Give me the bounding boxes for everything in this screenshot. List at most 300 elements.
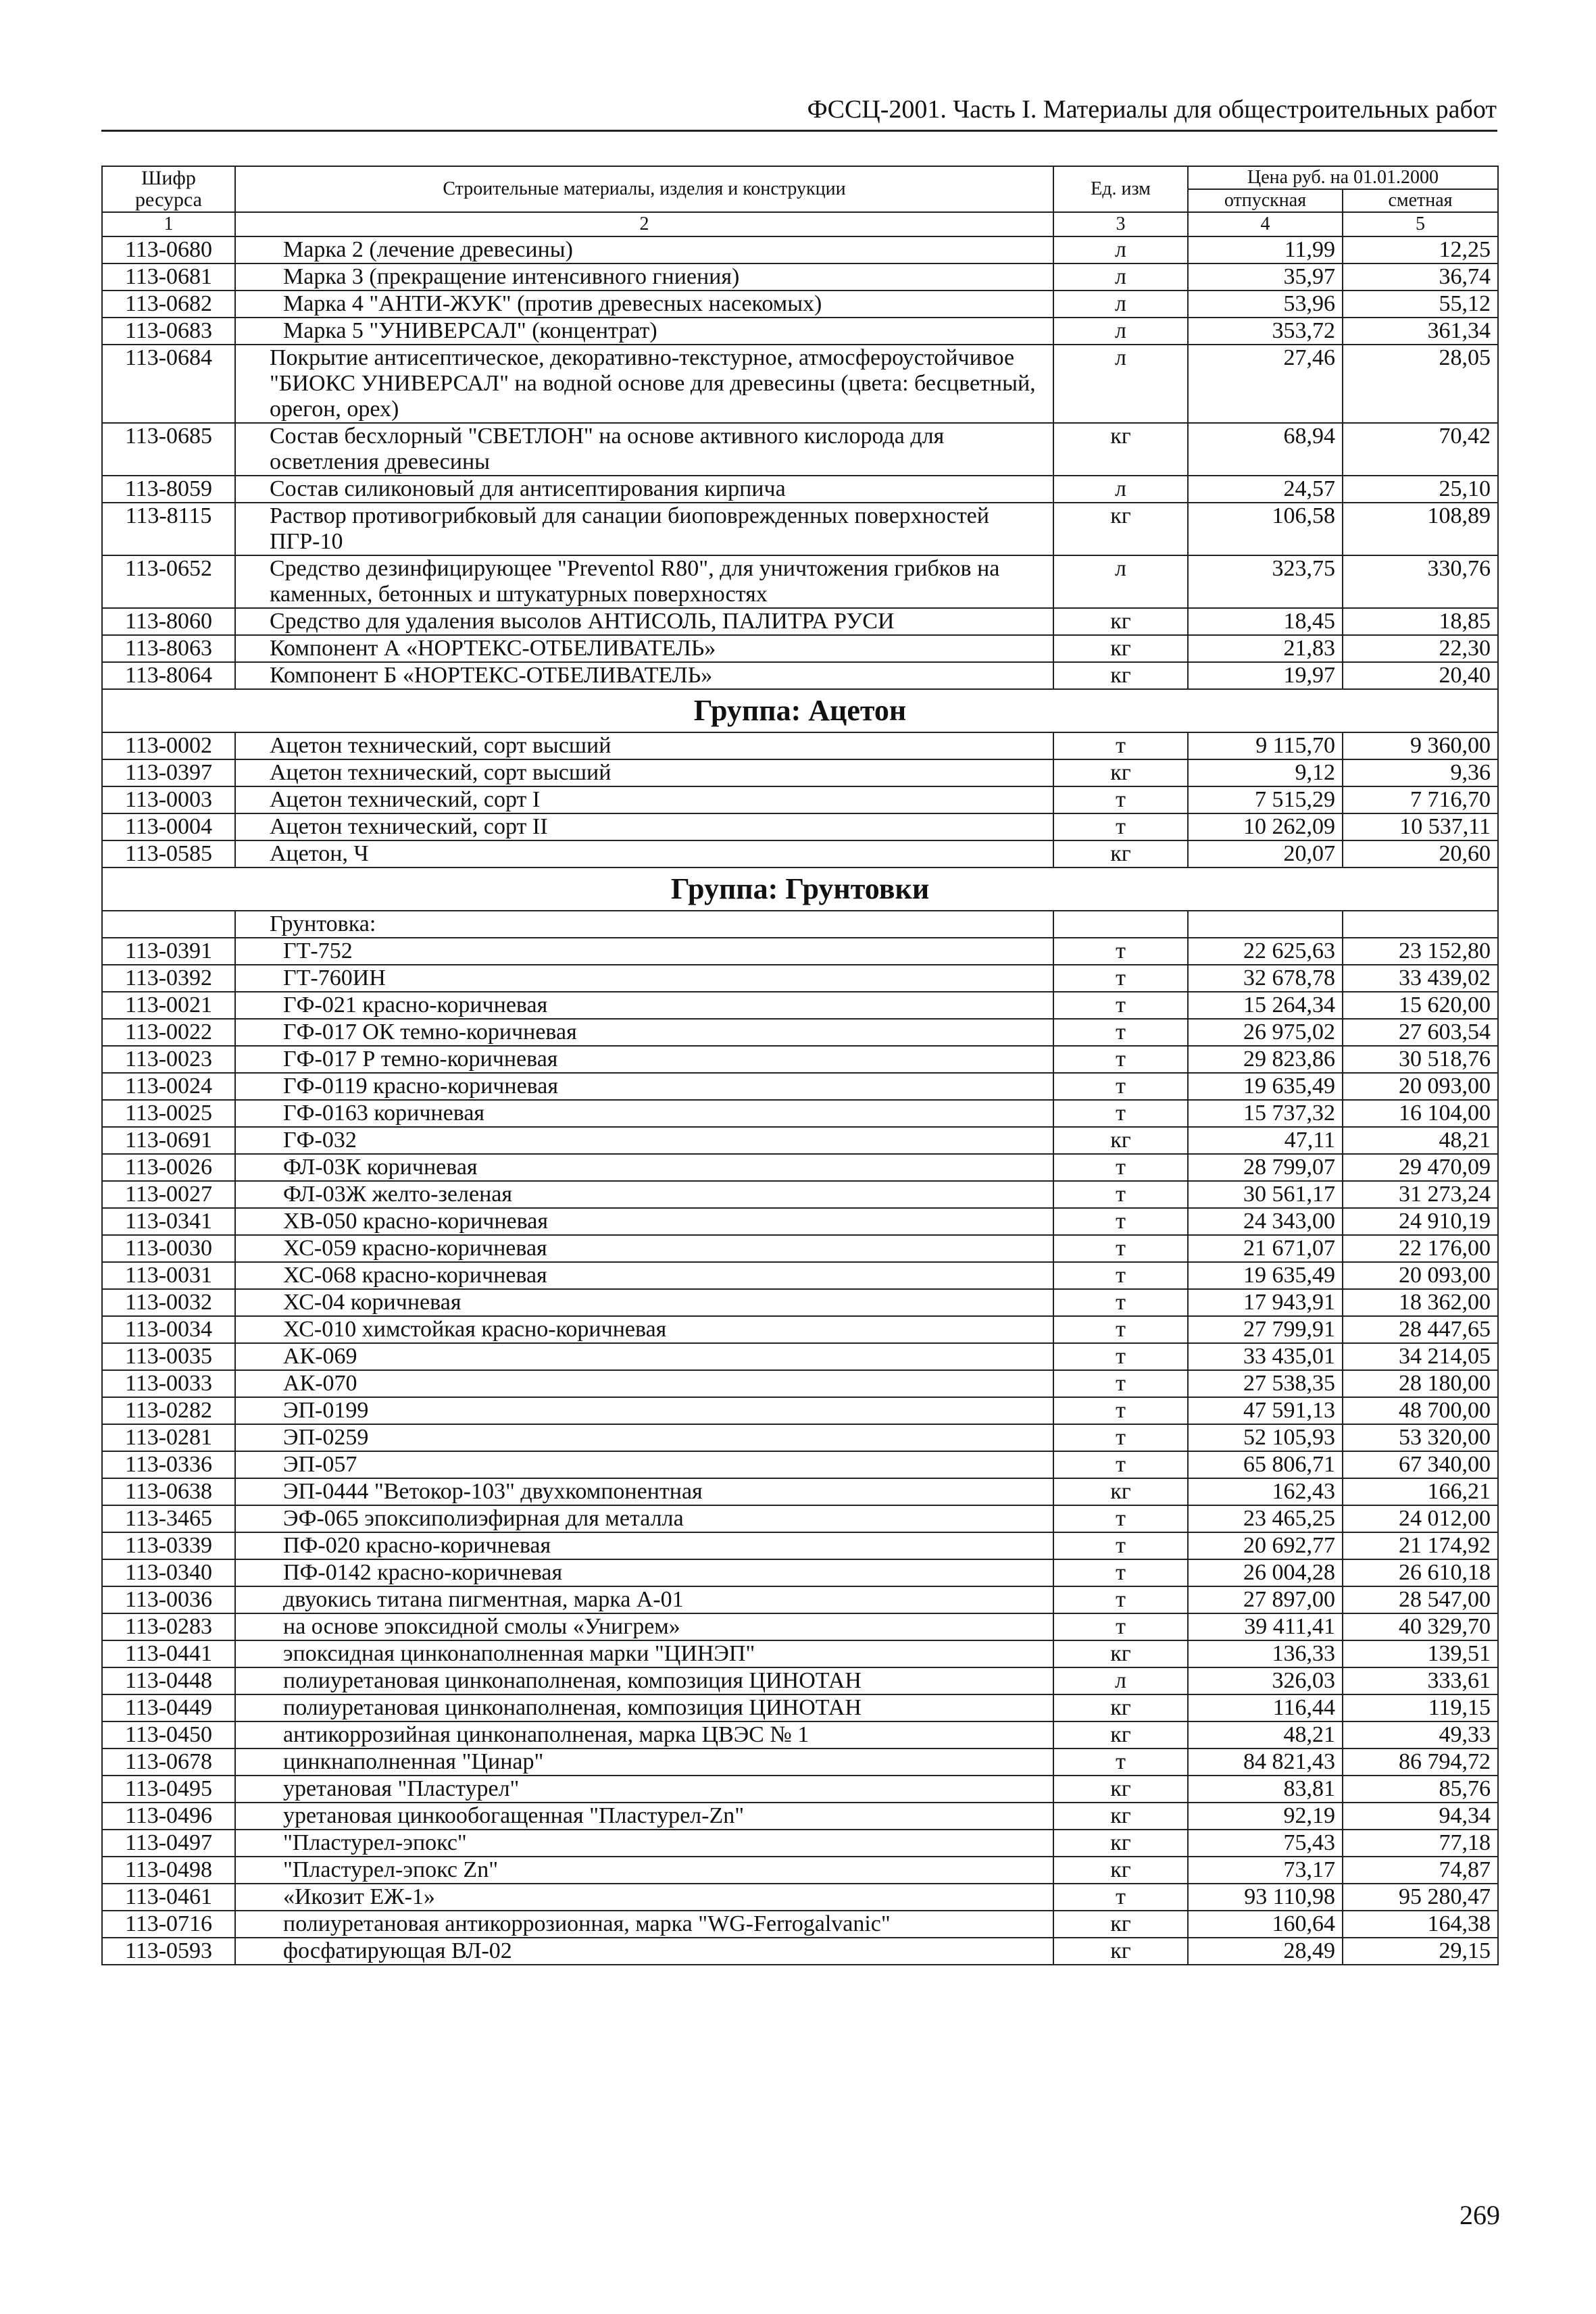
table-row: [102, 662, 1498, 689]
cell-estimate-price: [1343, 911, 1498, 938]
cell-estimate-price: 85,76: [1343, 1776, 1498, 1803]
cell-code: 113-0336: [102, 1451, 235, 1478]
cell-code: 113-0497: [102, 1830, 235, 1857]
cell-name: ХВ-050 красно-коричневая: [235, 1208, 1053, 1235]
cell-release-price: 19 635,49: [1188, 1262, 1343, 1289]
cell-code: 113-0680: [102, 236, 235, 263]
cell-name: антикоррозийная цинконаполненая, марка ЦВЭС № 1: [235, 1721, 1053, 1749]
table-row: [102, 1343, 1498, 1370]
document-header: ФССЦ-2001. Часть I. Материалы для общестроительных работ: [807, 95, 1497, 124]
table-row: [102, 1073, 1498, 1100]
cell-estimate-price: 361,34: [1343, 318, 1498, 345]
cell-release-price: 27 538,35: [1188, 1370, 1343, 1397]
cell-name: Средство для удаления высолов АНТИСОЛЬ, ПАЛИТРА РУСИ: [235, 608, 1053, 635]
cell-unit: т: [1053, 1532, 1188, 1559]
cell-code: [102, 911, 235, 938]
cell-unit: кг: [1053, 1911, 1188, 1938]
cell-estimate-price: 20,40: [1343, 662, 1498, 689]
cell-unit: т: [1053, 1451, 1188, 1478]
cell-unit: т: [1053, 1505, 1188, 1532]
table-body: [102, 236, 1498, 1965]
cell-code: 113-0002: [102, 732, 235, 759]
cell-unit: т: [1053, 1154, 1188, 1181]
table-row: [102, 1397, 1498, 1424]
table-row: [102, 423, 1498, 476]
cell-unit: т: [1053, 1586, 1188, 1613]
cell-unit: л: [1053, 345, 1188, 423]
cell-name: ГФ-021 красно-коричневая: [235, 992, 1053, 1019]
table-head: [102, 166, 1498, 236]
cell-name: ГФ-0119 красно-коричневая: [235, 1073, 1053, 1100]
cell-name: Марка 4 "АНТИ-ЖУК" (против древесных насекомых): [235, 291, 1053, 318]
cell-name: Марка 5 "УНИВЕРСАЛ" (концентрат): [235, 318, 1053, 345]
cell-estimate-price: 48,21: [1343, 1127, 1498, 1154]
cell-release-price: 116,44: [1188, 1694, 1343, 1721]
cell-name: ЭП-0259: [235, 1424, 1053, 1451]
cell-code: 113-0585: [102, 840, 235, 867]
cell-code: 113-0691: [102, 1127, 235, 1154]
table-row: [102, 1478, 1498, 1505]
cell-release-price: 20 692,77: [1188, 1532, 1343, 1559]
cell-unit: кг: [1053, 635, 1188, 662]
table-row: [102, 1100, 1498, 1127]
table-row: [102, 1749, 1498, 1776]
table-row: [102, 236, 1498, 263]
cell-code: 113-8064: [102, 662, 235, 689]
cell-name: ГТ-752: [235, 938, 1053, 965]
cell-name: цинкнаполненная "Цинар": [235, 1749, 1053, 1776]
cell-unit: л: [1053, 263, 1188, 291]
cell-unit: кг: [1053, 1830, 1188, 1857]
cell-name: полиуретановая цинконаполненая, композиция ЦИНОТАН: [235, 1694, 1053, 1721]
cell-name: ГФ-0163 коричневая: [235, 1100, 1053, 1127]
cell-unit: т: [1053, 1181, 1188, 1208]
cell-code: 113-0340: [102, 1559, 235, 1586]
cell-code: 113-0678: [102, 1749, 235, 1776]
cell-name: ХС-068 красно-коричневая: [235, 1262, 1053, 1289]
cell-unit: кг: [1053, 1127, 1188, 1154]
cell-name: двуокись титана пигментная, марка А-01: [235, 1586, 1053, 1613]
cell-unit: т: [1053, 1613, 1188, 1640]
cell-code: 113-0341: [102, 1208, 235, 1235]
header-row-1: [102, 166, 1498, 189]
cell-unit: кг: [1053, 608, 1188, 635]
cell-release-price: 75,43: [1188, 1830, 1343, 1857]
cell-release-price: 22 625,63: [1188, 938, 1343, 965]
table-row: [102, 1830, 1498, 1857]
price-table-wrapper: [101, 166, 1497, 1965]
cell-estimate-price: 24 012,00: [1343, 1505, 1498, 1532]
cell-name: ХС-059 красно-коричневая: [235, 1235, 1053, 1262]
cell-release-price: 33 435,01: [1188, 1343, 1343, 1370]
cell-unit: [1053, 911, 1188, 938]
cell-code: 113-0036: [102, 1586, 235, 1613]
column-number: 3: [1053, 212, 1188, 236]
cell-release-price: 27 897,00: [1188, 1586, 1343, 1613]
cell-release-price: 21,83: [1188, 635, 1343, 662]
cell-estimate-price: 108,89: [1343, 503, 1498, 555]
cell-estimate-price: 23 152,80: [1343, 938, 1498, 965]
cell-estimate-price: 36,74: [1343, 263, 1498, 291]
cell-name: «Икозит ЕЖ-1»: [235, 1884, 1053, 1911]
cell-name: Марка 3 (прекращение интенсивного гниения): [235, 263, 1053, 291]
cell-release-price: 93 110,98: [1188, 1884, 1343, 1911]
table-row: [102, 1235, 1498, 1262]
cell-name: Ацетон технический, сорт I: [235, 786, 1053, 813]
cell-unit: т: [1053, 1749, 1188, 1776]
table-row: [102, 1694, 1498, 1721]
cell-name: Компонент А «НОРТЕКС-ОТБЕЛИВАТЕЛЬ»: [235, 635, 1053, 662]
table-row: [102, 732, 1498, 759]
col-header-name: Строительные материалы, изделия и конструкции: [235, 166, 1053, 212]
cell-release-price: 24 343,00: [1188, 1208, 1343, 1235]
cell-release-price: 35,97: [1188, 263, 1343, 291]
table-row: [102, 1803, 1498, 1830]
col-header-estimate-price: сметная: [1343, 189, 1498, 212]
cell-estimate-price: 9,36: [1343, 759, 1498, 786]
cell-unit: кг: [1053, 1857, 1188, 1884]
cell-estimate-price: 9 360,00: [1343, 732, 1498, 759]
header-rule: [101, 130, 1497, 132]
cell-name: ФЛ-03Ж желто-зеленая: [235, 1181, 1053, 1208]
cell-estimate-price: 34 214,05: [1343, 1343, 1498, 1370]
cell-code: 113-0004: [102, 813, 235, 840]
group-title: Группа: Грунтовки: [102, 867, 1498, 911]
cell-unit: т: [1053, 992, 1188, 1019]
cell-estimate-price: 74,87: [1343, 1857, 1498, 1884]
cell-estimate-price: 29 470,09: [1343, 1154, 1498, 1181]
table-row: [102, 1586, 1498, 1613]
table-row: [102, 1370, 1498, 1397]
table-row: [102, 786, 1498, 813]
cell-unit: т: [1053, 1316, 1188, 1343]
cell-estimate-price: 28 447,65: [1343, 1316, 1498, 1343]
cell-release-price: 19 635,49: [1188, 1073, 1343, 1100]
cell-unit: кг: [1053, 1721, 1188, 1749]
subgroup-title: Грунтовка:: [235, 911, 1053, 938]
cell-release-price: 73,17: [1188, 1857, 1343, 1884]
table-row: [102, 1532, 1498, 1559]
cell-release-price: 32 678,78: [1188, 965, 1343, 992]
cell-estimate-price: 22 176,00: [1343, 1235, 1498, 1262]
cell-unit: т: [1053, 732, 1188, 759]
cell-release-price: 20,07: [1188, 840, 1343, 867]
table-row: [102, 840, 1498, 867]
cell-estimate-price: 166,21: [1343, 1478, 1498, 1505]
cell-name: Компонент Б «НОРТЕКС-ОТБЕЛИВАТЕЛЬ»: [235, 662, 1053, 689]
cell-estimate-price: 28,05: [1343, 345, 1498, 423]
cell-code: 113-8059: [102, 476, 235, 503]
cell-estimate-price: 25,10: [1343, 476, 1498, 503]
cell-release-price: 26 975,02: [1188, 1019, 1343, 1046]
table-row: [102, 938, 1498, 965]
table-row: [102, 759, 1498, 786]
col-header-release-price: отпускная: [1188, 189, 1343, 212]
table-row: [102, 1938, 1498, 1965]
cell-name: ХС-04 коричневая: [235, 1289, 1053, 1316]
cell-unit: кг: [1053, 1938, 1188, 1965]
cell-release-price: 11,99: [1188, 236, 1343, 263]
table-row: [102, 1451, 1498, 1478]
table-row: [102, 1289, 1498, 1316]
page-number: 269: [1460, 2200, 1500, 2230]
cell-code: 113-0025: [102, 1100, 235, 1127]
cell-release-price: 68,94: [1188, 423, 1343, 476]
cell-release-price: 28 799,07: [1188, 1154, 1343, 1181]
cell-estimate-price: 33 439,02: [1343, 965, 1498, 992]
cell-release-price: 23 465,25: [1188, 1505, 1343, 1532]
table-row: [102, 1559, 1498, 1586]
cell-code: 113-0682: [102, 291, 235, 318]
cell-name: ЭП-057: [235, 1451, 1053, 1478]
cell-release-price: 24,57: [1188, 476, 1343, 503]
cell-release-price: 47 591,13: [1188, 1397, 1343, 1424]
table-row: [102, 1019, 1498, 1046]
cell-unit: т: [1053, 786, 1188, 813]
cell-estimate-price: 21 174,92: [1343, 1532, 1498, 1559]
cell-name: ЭП-0199: [235, 1397, 1053, 1424]
cell-name: Ацетон, Ч: [235, 840, 1053, 867]
cell-unit: л: [1053, 291, 1188, 318]
cell-code: 113-0021: [102, 992, 235, 1019]
cell-name: полиуретановая цинконаполненая, композиция ЦИНОТАН: [235, 1667, 1053, 1694]
table-row: [102, 1181, 1498, 1208]
cell-unit: л: [1053, 318, 1188, 345]
cell-release-price: 27,46: [1188, 345, 1343, 423]
cell-code: 113-0681: [102, 263, 235, 291]
cell-release-price: 15 737,32: [1188, 1100, 1343, 1127]
cell-code: 113-0449: [102, 1694, 235, 1721]
cell-name: ГТ-760ИН: [235, 965, 1053, 992]
cell-release-price: 65 806,71: [1188, 1451, 1343, 1478]
col-header-code: Шифр ресурса: [102, 166, 235, 212]
cell-name: ЭФ-065 эпоксиполиэфирная для металла: [235, 1505, 1053, 1532]
cell-unit: т: [1053, 1262, 1188, 1289]
cell-estimate-price: 53 320,00: [1343, 1424, 1498, 1451]
cell-code: 113-0683: [102, 318, 235, 345]
table-row: [102, 1857, 1498, 1884]
cell-unit: т: [1053, 1100, 1188, 1127]
cell-release-price: 48,21: [1188, 1721, 1343, 1749]
cell-estimate-price: 48 700,00: [1343, 1397, 1498, 1424]
cell-code: 113-0496: [102, 1803, 235, 1830]
cell-code: 113-0026: [102, 1154, 235, 1181]
cell-name: на основе эпоксидной смолы «Унигрем»: [235, 1613, 1053, 1640]
cell-code: 113-0024: [102, 1073, 235, 1100]
cell-release-price: 15 264,34: [1188, 992, 1343, 1019]
cell-estimate-price: 20,60: [1343, 840, 1498, 867]
cell-estimate-price: 119,15: [1343, 1694, 1498, 1721]
cell-name: ФЛ-03К коричневая: [235, 1154, 1053, 1181]
cell-estimate-price: 10 537,11: [1343, 813, 1498, 840]
table-row: [102, 263, 1498, 291]
cell-unit: кг: [1053, 662, 1188, 689]
cell-estimate-price: 30 518,76: [1343, 1046, 1498, 1073]
cell-estimate-price: 164,38: [1343, 1911, 1498, 1938]
cell-code: 113-0282: [102, 1397, 235, 1424]
cell-code: 113-0034: [102, 1316, 235, 1343]
table-row: [102, 345, 1498, 423]
table-row: [102, 1667, 1498, 1694]
cell-name: полиуретановая антикоррозионная, марка "WG-Ferrogalvanic": [235, 1911, 1053, 1938]
cell-release-price: 39 411,41: [1188, 1613, 1343, 1640]
cell-estimate-price: 27 603,54: [1343, 1019, 1498, 1046]
cell-code: 113-0461: [102, 1884, 235, 1911]
cell-unit: т: [1053, 1397, 1188, 1424]
cell-name: "Пластурел-эпокс": [235, 1830, 1053, 1857]
cell-release-price: [1188, 911, 1343, 938]
table-row: [102, 1640, 1498, 1667]
cell-unit: л: [1053, 476, 1188, 503]
table-row: [102, 635, 1498, 662]
cell-code: 113-0030: [102, 1235, 235, 1262]
cell-unit: л: [1053, 555, 1188, 608]
cell-code: 113-0027: [102, 1181, 235, 1208]
table-row: [102, 1911, 1498, 1938]
cell-name: АК-069: [235, 1343, 1053, 1370]
cell-estimate-price: 12,25: [1343, 236, 1498, 263]
cell-unit: кг: [1053, 1478, 1188, 1505]
column-number: 1: [102, 212, 235, 236]
cell-name: эпоксидная цинконаполненная марки "ЦИНЭП": [235, 1640, 1053, 1667]
cell-code: 113-0035: [102, 1343, 235, 1370]
table-row: [102, 1505, 1498, 1532]
table-row: [102, 1424, 1498, 1451]
col-header-price: Цена руб. на 01.01.2000: [1188, 166, 1498, 189]
column-number: 2: [235, 212, 1053, 236]
cell-name: ПФ-0142 красно-коричневая: [235, 1559, 1053, 1586]
cell-estimate-price: 70,42: [1343, 423, 1498, 476]
cell-code: 113-0450: [102, 1721, 235, 1749]
cell-estimate-price: 7 716,70: [1343, 786, 1498, 813]
cell-code: 113-0003: [102, 786, 235, 813]
cell-name: ГФ-032: [235, 1127, 1053, 1154]
cell-estimate-price: 31 273,24: [1343, 1181, 1498, 1208]
table-row: [102, 1262, 1498, 1289]
cell-code: 113-0498: [102, 1857, 235, 1884]
cell-release-price: 353,72: [1188, 318, 1343, 345]
col-header-unit: Ед. изм: [1053, 166, 1188, 212]
cell-unit: т: [1053, 938, 1188, 965]
cell-code: 113-0441: [102, 1640, 235, 1667]
cell-unit: т: [1053, 1208, 1188, 1235]
cell-estimate-price: 330,76: [1343, 555, 1498, 608]
cell-name: ХС-010 химстойкая красно-коричневая: [235, 1316, 1053, 1343]
cell-unit: т: [1053, 1019, 1188, 1046]
price-table: [101, 166, 1499, 1965]
cell-estimate-price: 22,30: [1343, 635, 1498, 662]
table-row: [102, 1127, 1498, 1154]
table-row: [102, 608, 1498, 635]
table-row: [102, 1154, 1498, 1181]
cell-release-price: 136,33: [1188, 1640, 1343, 1667]
cell-name: Средство дезинфицирующее "Preventol R80", для уничтожения грибков на каменных, бетонных и штукатурных поверхностях: [235, 555, 1053, 608]
cell-estimate-price: 94,34: [1343, 1803, 1498, 1830]
cell-code: 113-0684: [102, 345, 235, 423]
cell-unit: кг: [1053, 840, 1188, 867]
column-number: 4: [1188, 212, 1343, 236]
cell-estimate-price: 28 180,00: [1343, 1370, 1498, 1397]
cell-code: 113-0392: [102, 965, 235, 992]
cell-release-price: 17 943,91: [1188, 1289, 1343, 1316]
cell-name: ПФ-020 красно-коричневая: [235, 1532, 1053, 1559]
cell-unit: л: [1053, 1667, 1188, 1694]
cell-release-price: 10 262,09: [1188, 813, 1343, 840]
cell-code: 113-0339: [102, 1532, 235, 1559]
cell-estimate-price: 95 280,47: [1343, 1884, 1498, 1911]
cell-estimate-price: 55,12: [1343, 291, 1498, 318]
cell-estimate-price: 24 910,19: [1343, 1208, 1498, 1235]
cell-code: 113-0495: [102, 1776, 235, 1803]
cell-release-price: 30 561,17: [1188, 1181, 1343, 1208]
cell-release-price: 29 823,86: [1188, 1046, 1343, 1073]
table-row: [102, 1316, 1498, 1343]
cell-estimate-price: 86 794,72: [1343, 1749, 1498, 1776]
cell-release-price: 162,43: [1188, 1478, 1343, 1505]
table-row: [102, 291, 1498, 318]
cell-estimate-price: 28 547,00: [1343, 1586, 1498, 1613]
cell-code: 113-3465: [102, 1505, 235, 1532]
table-row: [102, 1776, 1498, 1803]
cell-code: 113-0033: [102, 1370, 235, 1397]
cell-code: 113-0032: [102, 1289, 235, 1316]
cell-unit: кг: [1053, 1776, 1188, 1803]
cell-release-price: 28,49: [1188, 1938, 1343, 1965]
cell-release-price: 92,19: [1188, 1803, 1343, 1830]
cell-name: Ацетон технический, сорт высший: [235, 732, 1053, 759]
group-header-row: [102, 689, 1498, 732]
cell-unit: т: [1053, 1370, 1188, 1397]
column-number: 5: [1343, 212, 1498, 236]
cell-release-price: 106,58: [1188, 503, 1343, 555]
cell-unit: т: [1053, 1046, 1188, 1073]
cell-estimate-price: 29,15: [1343, 1938, 1498, 1965]
cell-code: 113-0281: [102, 1424, 235, 1451]
column-numbers-row: [102, 212, 1498, 236]
cell-name: уретановая цинкообогащенная "Пластурел-Zn": [235, 1803, 1053, 1830]
cell-name: Ацетон технический, сорт высший: [235, 759, 1053, 786]
cell-estimate-price: 16 104,00: [1343, 1100, 1498, 1127]
cell-release-price: 7 515,29: [1188, 786, 1343, 813]
cell-estimate-price: 26 610,18: [1343, 1559, 1498, 1586]
cell-unit: т: [1053, 965, 1188, 992]
cell-name: Ацетон технический, сорт II: [235, 813, 1053, 840]
table-row: [102, 318, 1498, 345]
cell-code: 113-0685: [102, 423, 235, 476]
cell-unit: л: [1053, 236, 1188, 263]
cell-release-price: 47,11: [1188, 1127, 1343, 1154]
cell-release-price: 53,96: [1188, 291, 1343, 318]
cell-estimate-price: 20 093,00: [1343, 1262, 1498, 1289]
cell-estimate-price: 49,33: [1343, 1721, 1498, 1749]
cell-name: АК-070: [235, 1370, 1053, 1397]
cell-code: 113-0448: [102, 1667, 235, 1694]
cell-name: Покрытие антисептическое, декоративно-текстурное, атмосфероустойчивое "БИОКС УНИВЕРСАЛ" на водной основе для древесины (цвета: бесцветный, орегон, орех): [235, 345, 1053, 423]
cell-name: "Пластурел-эпокс Zn": [235, 1857, 1053, 1884]
cell-estimate-price: 18 362,00: [1343, 1289, 1498, 1316]
cell-estimate-price: 67 340,00: [1343, 1451, 1498, 1478]
cell-code: 113-8060: [102, 608, 235, 635]
table-row: [102, 1613, 1498, 1640]
cell-name: Состав бесхлорный "СВЕТЛОН" на основе активного кислорода для осветления древесины: [235, 423, 1053, 476]
cell-name: уретановая "Пластурел": [235, 1776, 1053, 1803]
cell-release-price: 9 115,70: [1188, 732, 1343, 759]
cell-release-price: 326,03: [1188, 1667, 1343, 1694]
table-row: [102, 555, 1498, 608]
table-row: [102, 503, 1498, 555]
group-header-row: [102, 867, 1498, 911]
cell-release-price: 323,75: [1188, 555, 1343, 608]
